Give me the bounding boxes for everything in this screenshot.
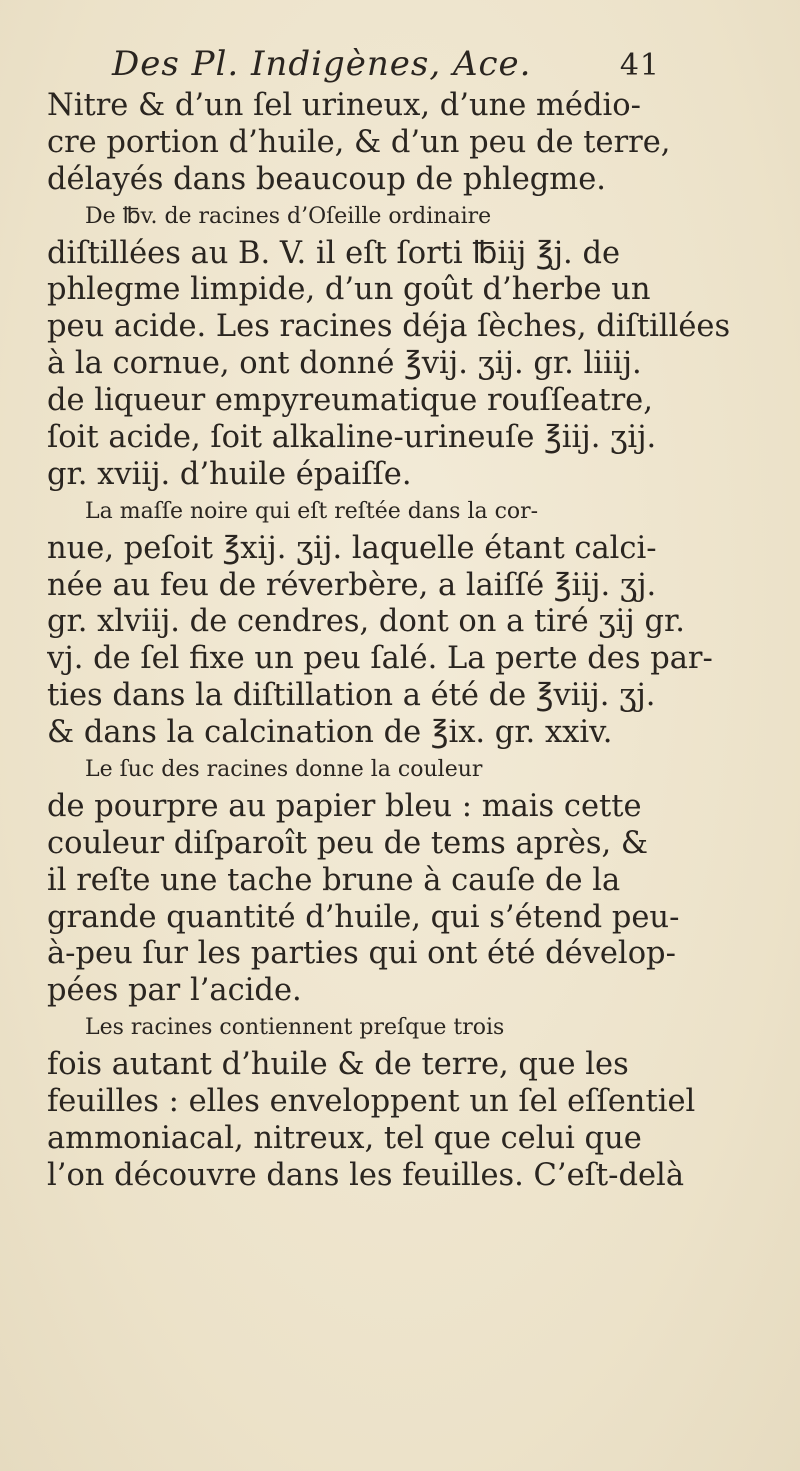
page-body-text — [47, 88, 747, 1195]
text-line: grande quantité d’huile, qui s’étend peu- — [47, 899, 680, 935]
text-line: ſoit acide, ſoit alkaline-urineuſe ℥iij. ʒij. — [47, 420, 657, 456]
text-line: délayés dans beaucoup de phlegme. — [47, 161, 606, 197]
text-line: cre portion d’huile, & d’un peu de terre, — [47, 124, 671, 160]
text-line: de liqueur empyreumatique rouſſeatre, — [47, 383, 653, 419]
text-line: gr. xlviij. de cendres, dont on a tiré ʒij gr. — [47, 604, 685, 640]
text-line: fois autant d’huile & de terre, que les — [47, 1047, 629, 1083]
text-line: il reſte une tache brune à cauſe de la — [47, 862, 621, 898]
text-line: Les racines contiennent preſque trois — [85, 1015, 505, 1041]
text-line: de pourpre au papier bleu : mais cette — [47, 788, 642, 824]
text-line: vj. de ſel fixe un peu ſalé. La perte des par- — [47, 641, 713, 677]
text-line: La maſſe noire qui eſt reſtée dans la cor- — [85, 498, 539, 524]
text-line: née au feu de réverbère, a laiſſé ℥iij. ʒj. — [47, 567, 657, 603]
text-line: gr. xviij. d’huile épaiſſe. — [47, 456, 412, 492]
text-line: diſtillées au B. V. il eſt ſorti ℔iij ℥j. de — [47, 235, 621, 271]
text-line: peu acide. Les racines déja ſèches, diſtillées — [47, 309, 731, 345]
running-title: Des Pl. Indigènes, Ace. — [112, 44, 532, 84]
text-line: à la cornue, ont donné ℥vij. ʒij. gr. liiij. — [47, 346, 642, 382]
text-line: & dans la calcination de ℥ix. gr. xxiv. — [47, 715, 613, 751]
text-line: Nitre & d’un ſel urineux, d’une médio- — [47, 88, 641, 123]
page-number: 41 — [619, 48, 660, 83]
text-line: nue, peſoit ℥xij. ʒij. laquelle étant calci- — [47, 530, 657, 566]
text-line: ammoniacal, nitreux, tel que celui que — [47, 1120, 642, 1156]
text-line: De ℔v. de racines d’Oſeille ordinaire — [85, 203, 492, 229]
text-line: feuilles : elles enveloppent un ſel eſſentiel — [47, 1084, 696, 1120]
text-line: phlegme limpide, d’un goût d’herbe un — [47, 272, 651, 308]
running-header — [112, 44, 660, 92]
text-line: l’on découvre dans les feuilles. C’eſt-delà — [47, 1157, 685, 1193]
text-line: ties dans la diſtillation a été de ℥viij. ʒj. — [47, 678, 656, 714]
text-line: Le ſuc des racines donne la couleur — [85, 757, 483, 783]
text-line: à-peu ſur les parties qui ont été dévelop- — [47, 936, 676, 972]
text-line: couleur diſparoît peu de tems après, & — [47, 825, 649, 861]
text-line: pées par l’acide. — [47, 973, 302, 1009]
